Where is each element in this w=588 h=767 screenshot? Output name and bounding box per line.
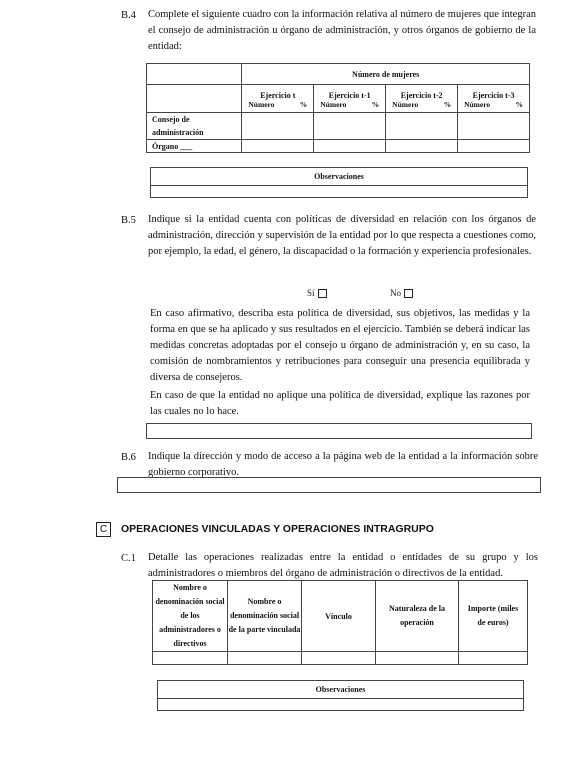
column-header: Vínculo (302, 581, 376, 652)
observations-box (150, 167, 528, 198)
table-header: Número de mujeres (242, 64, 530, 85)
row-label: Consejo de administración (147, 113, 242, 140)
table-row (147, 113, 530, 140)
b5-answer-field[interactable] (146, 423, 532, 439)
c1-number: C.1 (121, 553, 136, 564)
column-header: Importe (miles de euros) (459, 581, 528, 652)
c1-observations-box (157, 680, 524, 711)
table-row (153, 652, 528, 665)
row-label: Órgano ___ (147, 140, 242, 153)
table-row (147, 140, 530, 153)
b5-text: Indique si la entidad cuenta con políticas de diversidad en relación con los órganos de administración, dirección y supervisión de la entidad por lo que respecta a cuestiones como, por ejemplo, la edad, el género, la discapacidad o la formación y experiencia profesionales. (148, 214, 536, 257)
observations-label: Observaciones (158, 681, 524, 699)
observations-field[interactable] (158, 699, 524, 711)
b5-number: B.5 (121, 215, 136, 226)
b5-negative-paragraph: En caso de que la entidad no aplique una política de diversidad, explique las razones por las cuales no lo hace. (150, 390, 530, 417)
column-header: Nombre o denominación social de la parte vinculada (228, 581, 302, 652)
column-header: Nombre o denominación social de los administradores o directivos (153, 581, 228, 652)
no-option[interactable]: No (390, 288, 413, 298)
women-count-table (146, 63, 530, 153)
column-header: Ejercicio t-2 Número % (386, 85, 458, 113)
b6-number: B.6 (121, 452, 136, 463)
column-header: Naturaleza de la operación (376, 581, 459, 652)
b6-text: Indique la dirección y modo de acceso a la página web de la entidad a la información sobre gobierno corporativo. (148, 451, 538, 478)
column-header: Ejercicio t-1 Número % (314, 85, 386, 113)
section-c-letter: C (96, 522, 111, 537)
yes-checkbox[interactable] (318, 289, 327, 298)
yes-option[interactable]: Sí (307, 288, 327, 298)
c1-text: Detalle las operaciones realizadas entre la entidad o entidades de su grupo y los administradores o miembros del órgano de administración o directivos de la entidad. (148, 552, 538, 579)
related-operations-table (152, 580, 528, 665)
section-c-title: OPERACIONES VINCULADAS Y OPERACIONES INTRAGRUPO (121, 523, 434, 535)
b5-affirmative-paragraph: En caso afirmativo, describa esta política de diversidad, sus objetivos, las medidas y la forma en que se ha aplicado y sus resultados en el ejercicio. También se deberá indicar las medidas concretas adoptadas por el consejo u órgano de administración y, en su caso, la comisión de nombramientos y retribuciones para conseguir una presencia equilibrada y diversa de consejeros. (150, 308, 530, 383)
observations-label: Observaciones (151, 168, 528, 186)
b6-answer-field[interactable] (117, 477, 541, 493)
observations-field[interactable] (151, 186, 528, 198)
b4-text: Complete el siguiente cuadro con la información relativa al número de mujeres que integran el consejo de administración u órgano de administración, y otros órganos de gobierno de la entidad: (148, 9, 536, 52)
no-checkbox[interactable] (404, 289, 413, 298)
column-header: Ejercicio t Número % (242, 85, 314, 113)
column-header: Ejercicio t-3 Número % (458, 85, 530, 113)
b4-number: B.4 (121, 10, 136, 21)
